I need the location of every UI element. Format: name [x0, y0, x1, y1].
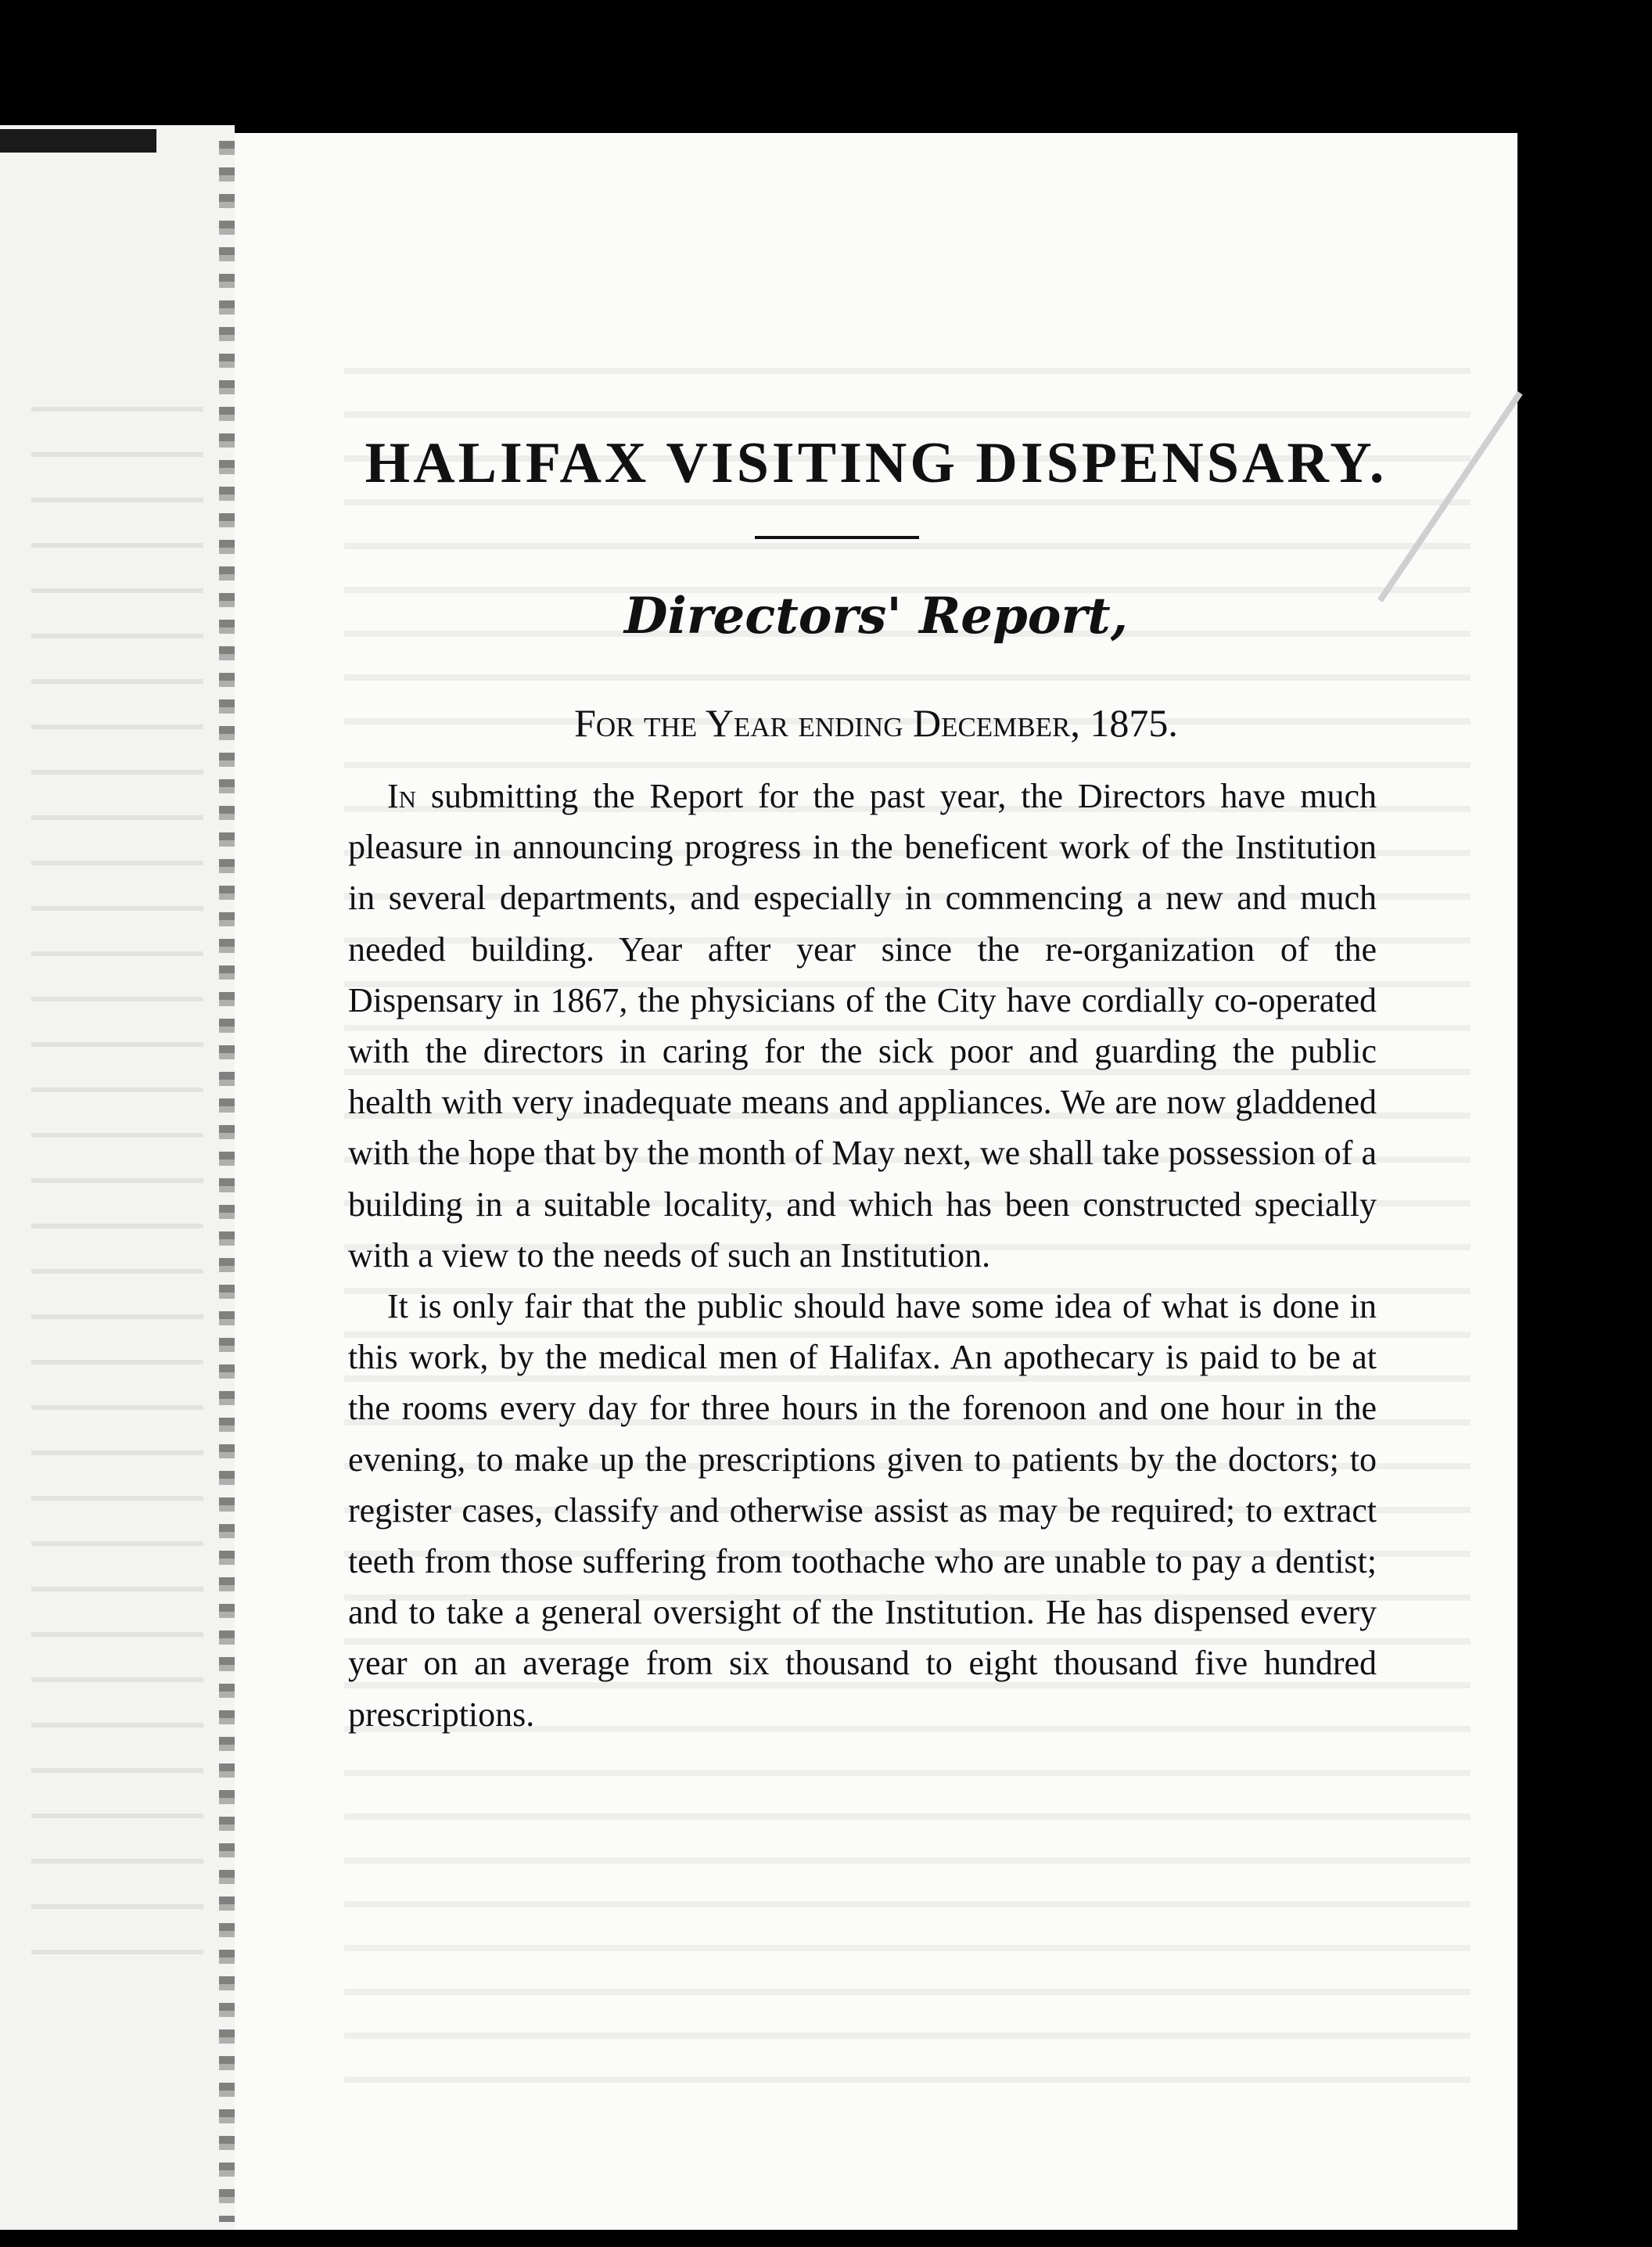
paragraph-1-lead: In — [387, 777, 417, 815]
paragraph-2-text: It is only fair that the public should have some idea of what is done in this work, by the medical men of Halifax. An apothecary is paid to be at the rooms every day for three hours in the forenoon and one hour in the evening, to make up the prescriptions given to patients by the doctors; to register cases, classify and otherwise assist as may be required; to extract teeth from those suffering from toothache who are unable to pay a dentist; and to take a general oversight of the Institution. He has dispensed every year on an average from six thousand to eight thousand five hundred prescriptions. — [348, 1287, 1377, 1734]
paragraph-1-text: submitting the Report for the past year, the Directors have much pleasure in announcing progress in the beneficent work of the Institution in several departments, and especially in commencing a new and much needed building. Year after year since the re-organization of the Dispensary in 1867, the physicians of the City have cordially co-operated with the directors in caring for the sick poor and guarding the public health with very inadequate means and appliances. We are now gladdened with the hope that by the month of May next, we shall take possession of a building in a suitable locality, and which has been constructed specially with a view to the needs of such an Institution. — [348, 777, 1377, 1274]
left-page-edge — [0, 129, 156, 153]
bleed-through-text — [31, 407, 203, 1972]
document-page — [235, 133, 1517, 2230]
title-rule — [755, 536, 919, 539]
report-year-line: For the Year ending December, 1875. — [574, 701, 1178, 745]
report-subtitle: Directors' Report, — [624, 587, 1128, 645]
paragraph-2 — [348, 1281, 1377, 1740]
report-body — [348, 771, 1377, 1740]
facing-page — [0, 125, 235, 2230]
paragraph-1 — [348, 771, 1377, 1281]
page-title: HALIFAX VISITING DISPENSARY. — [365, 431, 1388, 495]
page-gutter — [219, 141, 236, 2222]
